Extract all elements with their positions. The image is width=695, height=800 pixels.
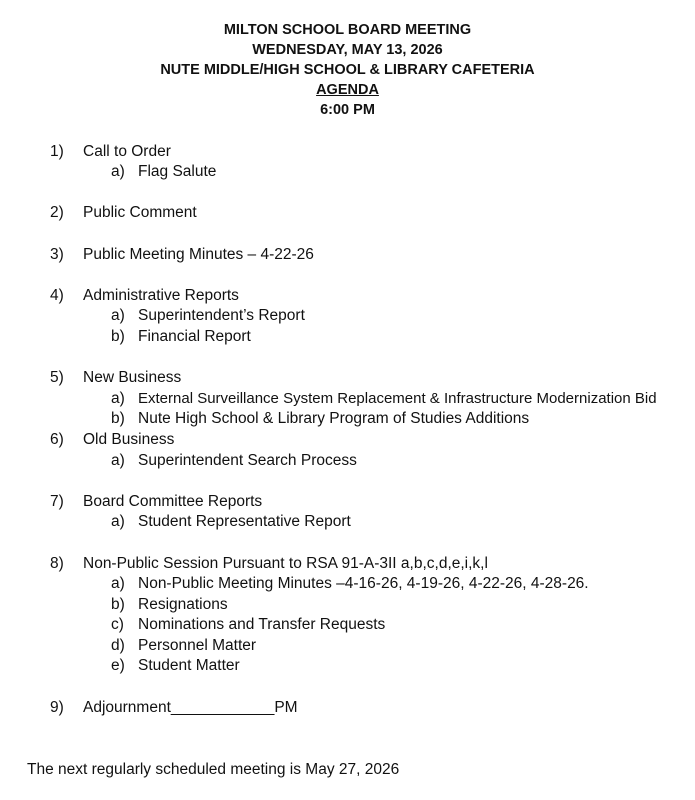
item-number: 4) xyxy=(50,287,64,304)
item-title: Board Committee Reports xyxy=(83,493,263,510)
subitem-text: Superintendent’s Report xyxy=(138,307,305,324)
agenda-heading: AGENDA xyxy=(316,82,379,98)
subitem-text: External Surveillance System Replacement & Infrastructure Modernization Bid xyxy=(138,390,657,407)
subitem-letter: d) xyxy=(111,637,125,654)
item-title: Adjournment____________PM xyxy=(83,699,298,716)
meeting-date: WEDNESDAY, MAY 13, 2026 xyxy=(252,42,443,58)
subitem-letter: b) xyxy=(111,596,125,613)
subitem-letter: b) xyxy=(111,410,125,427)
item-title: Call to Order xyxy=(83,143,171,160)
item-number: 3) xyxy=(50,246,64,263)
subitem-letter: b) xyxy=(111,328,125,345)
subitem-letter: a) xyxy=(111,513,125,530)
subitem-letter: c) xyxy=(111,616,124,633)
meeting-time: 6:00 PM xyxy=(320,102,375,118)
subitem-text: Personnel Matter xyxy=(138,637,257,654)
item-title: Administrative Reports xyxy=(83,287,239,304)
item-title: Non-Public Session Pursuant to RSA 91-A-3II a,b,c,d,e,i,k,l xyxy=(83,555,488,572)
subitem-text: Financial Report xyxy=(138,328,251,345)
item-number: 9) xyxy=(50,699,64,716)
subitem-text: Nute High School & Library Program of Studies Additions xyxy=(138,410,530,427)
item-title: Public Meeting Minutes – 4-22-26 xyxy=(83,246,314,263)
subitem-letter: a) xyxy=(111,390,125,407)
item-number: 1) xyxy=(50,143,64,160)
subitem-text: Student Matter xyxy=(138,657,240,674)
subitem-text: Superintendent Search Process xyxy=(138,452,357,469)
item-number: 2) xyxy=(50,204,64,221)
subitem-text: Resignations xyxy=(138,596,228,613)
item-number: 6) xyxy=(50,431,64,448)
subitem-letter: e) xyxy=(111,657,125,674)
item-title: Public Comment xyxy=(83,204,197,221)
item-number: 5) xyxy=(50,369,64,386)
subitem-letter: a) xyxy=(111,163,125,180)
subitem-letter: a) xyxy=(111,452,125,469)
meeting-title: MILTON SCHOOL BOARD MEETING xyxy=(223,22,472,38)
subitem-text: Student Representative Report xyxy=(138,513,351,530)
meeting-location: NUTE MIDDLE/HIGH SCHOOL & LIBRARY CAFETERIA xyxy=(160,62,535,78)
subitem-letter: a) xyxy=(111,575,125,592)
subitem-text: Nominations and Transfer Requests xyxy=(138,616,386,633)
item-number: 7) xyxy=(50,493,64,510)
item-number: 8) xyxy=(50,555,64,572)
subitem-text: Flag Salute xyxy=(138,163,217,180)
subitem-text: Non-Public Meeting Minutes –4-16-26, 4-19-26, 4-22-26, 4-28-26. xyxy=(138,575,589,592)
next-meeting-note: The next regularly scheduled meeting is May 27, 2026 xyxy=(27,761,400,778)
item-title: Old Business xyxy=(83,431,175,448)
item-title: New Business xyxy=(83,369,182,386)
subitem-letter: a) xyxy=(111,307,125,324)
agenda-header xyxy=(0,20,695,120)
